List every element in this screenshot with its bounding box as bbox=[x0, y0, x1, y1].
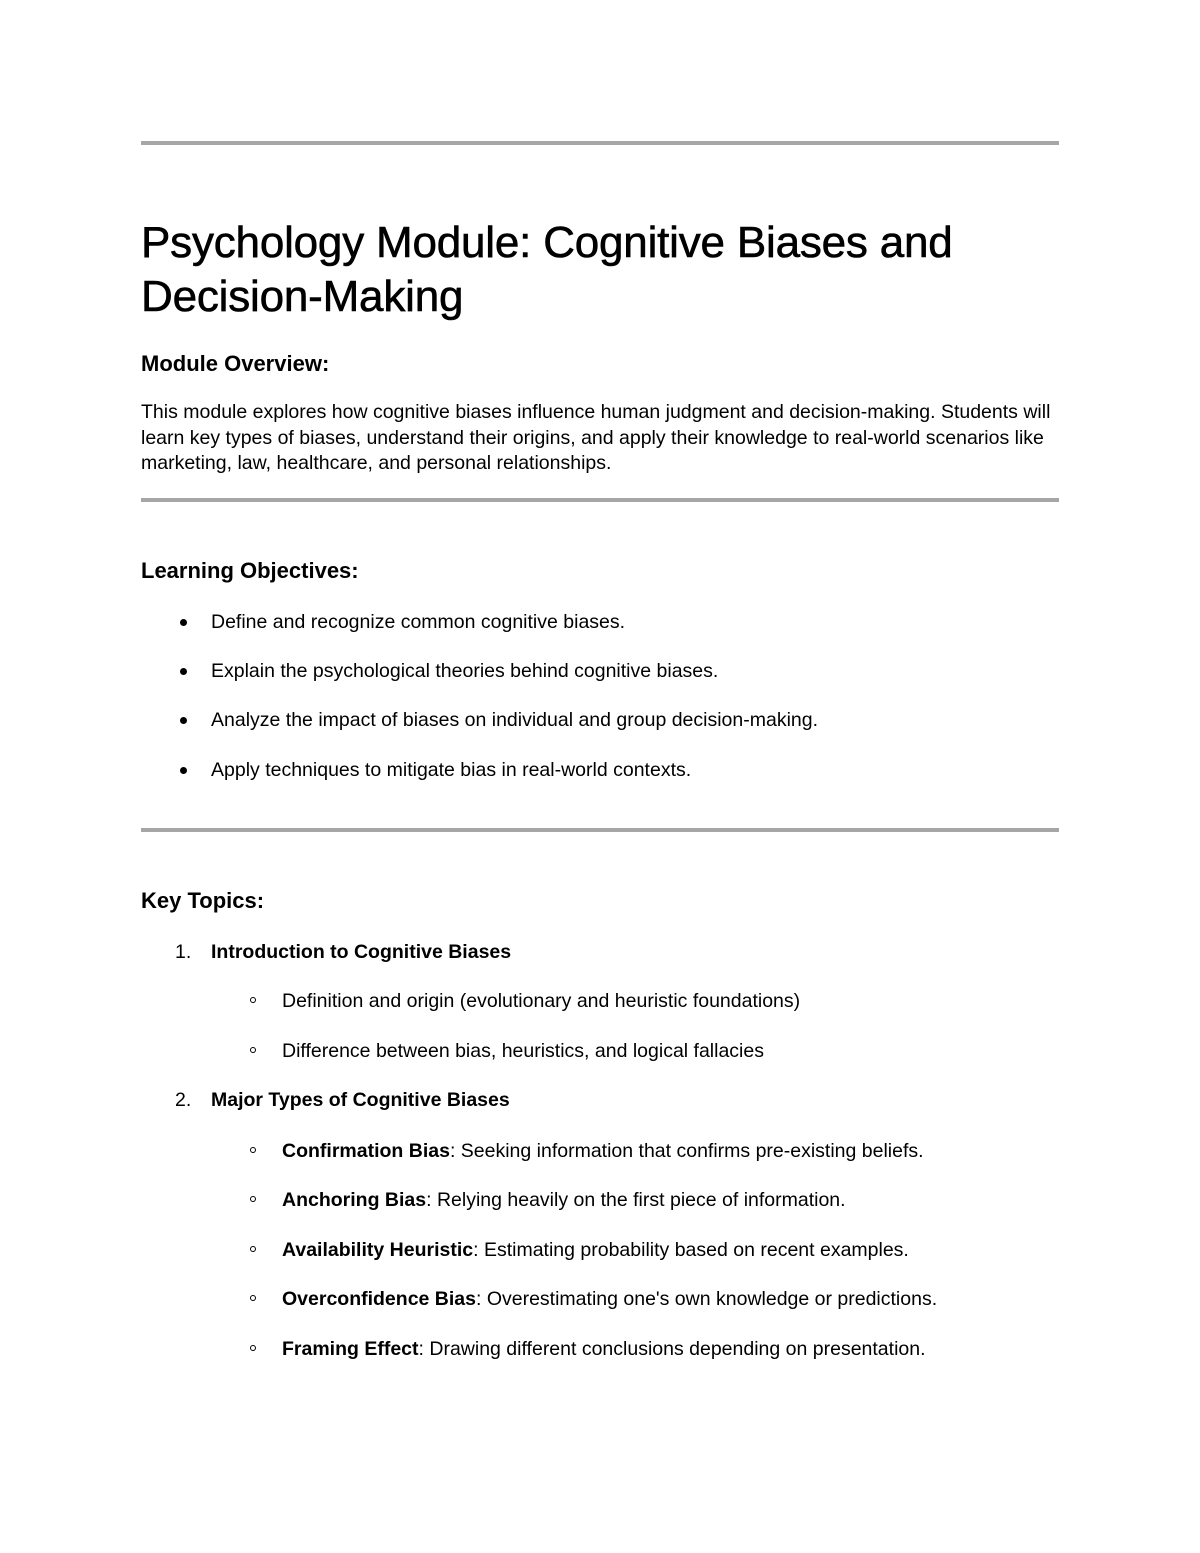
topic-title: Introduction to Cognitive Biases bbox=[211, 941, 512, 963]
horizontal-rule-objectives bbox=[141, 828, 1059, 832]
horizontal-rule-overview bbox=[141, 498, 1059, 502]
topic-number: 2. bbox=[175, 1089, 192, 1111]
hollow-bullet-icon bbox=[250, 1196, 256, 1202]
overview-paragraph: This module explores how cognitive biases influence human judgment and decision-making. Students will learn key types of biases, understand their origins, and apply their knowledge to real-world scenarios like marketing, law, healthcare, and personal relationships. bbox=[141, 401, 1051, 474]
bias-term: Confirmation Bias bbox=[282, 1140, 450, 1162]
topic-number: 1. bbox=[175, 941, 192, 963]
subtopic-item: Anchoring Bias: Relying heavily on the first piece of information. bbox=[282, 1189, 846, 1211]
hollow-bullet-icon bbox=[250, 997, 256, 1003]
subtopic-item: Definition and origin (evolutionary and heuristic foundations) bbox=[282, 990, 801, 1012]
topic-title: Major Types of Cognitive Biases bbox=[211, 1089, 510, 1111]
subtopic-item: Availability Heuristic: Estimating probability based on recent examples. bbox=[282, 1239, 909, 1261]
bias-term: Availability Heuristic bbox=[282, 1239, 474, 1261]
overview-heading: Module Overview: bbox=[141, 351, 330, 376]
objectives-heading: Learning Objectives: bbox=[141, 558, 359, 583]
bullet-icon bbox=[180, 619, 187, 626]
bullet-icon bbox=[180, 668, 187, 675]
bias-term: Anchoring Bias bbox=[282, 1189, 427, 1211]
subtopic-item: Overconfidence Bias: Overestimating one's own knowledge or predictions. bbox=[282, 1288, 938, 1310]
bias-term: Overconfidence Bias bbox=[282, 1288, 476, 1310]
subtopic-item: Difference between bias, heuristics, and logical fallacies bbox=[282, 1040, 764, 1062]
topics-heading: Key Topics: bbox=[141, 888, 265, 913]
objective-item: Explain the psychological theories behind cognitive biases. bbox=[211, 660, 719, 682]
objective-item: Define and recognize common cognitive biases. bbox=[211, 611, 626, 633]
subtopic-item: Framing Effect: Drawing different conclusions depending on presentation. bbox=[282, 1338, 926, 1360]
hollow-bullet-icon bbox=[250, 1345, 256, 1351]
hollow-bullet-icon bbox=[250, 1246, 256, 1252]
document-title: Psychology Module: Cognitive Biases and Decision-Making bbox=[141, 218, 953, 321]
bullet-icon bbox=[180, 767, 187, 774]
bias-term: Framing Effect bbox=[282, 1338, 419, 1360]
objective-item: Analyze the impact of biases on individual and group decision-making. bbox=[211, 709, 819, 731]
hollow-bullet-icon bbox=[250, 1047, 256, 1053]
horizontal-rule-top bbox=[141, 141, 1059, 145]
objective-item: Apply techniques to mitigate bias in real-world contexts. bbox=[211, 759, 692, 781]
bullet-icon bbox=[180, 717, 187, 724]
subtopic-item: Confirmation Bias: Seeking information that confirms pre-existing beliefs. bbox=[282, 1140, 924, 1162]
hollow-bullet-icon bbox=[250, 1147, 256, 1153]
hollow-bullet-icon bbox=[250, 1295, 256, 1301]
